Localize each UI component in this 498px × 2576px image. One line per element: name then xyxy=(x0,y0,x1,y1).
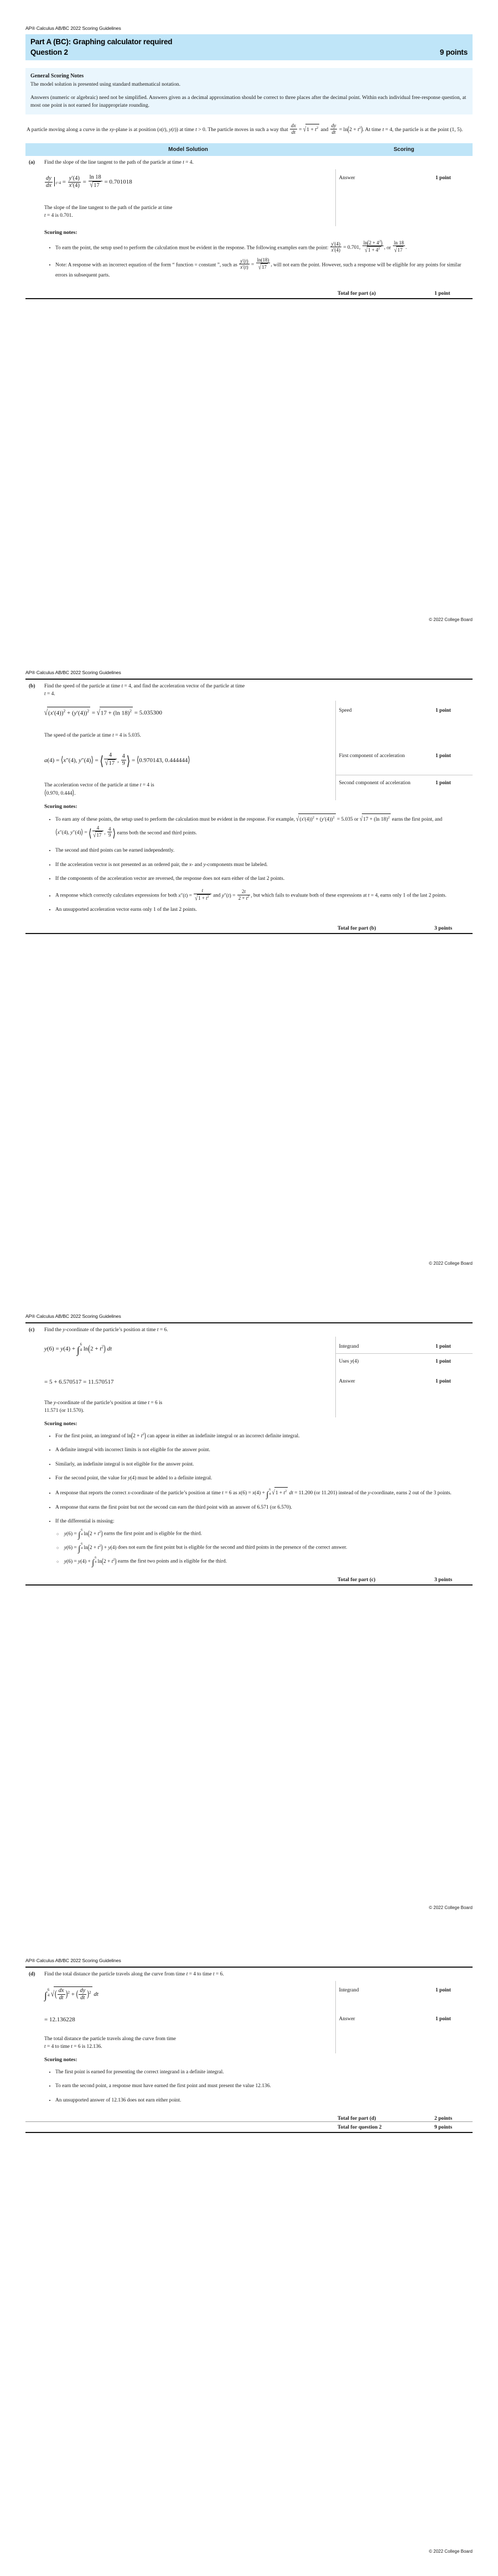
solution-text-pre: The total distance the particle travels along the curve from time xyxy=(44,2036,176,2042)
part-letter: (c) xyxy=(29,1327,35,1333)
scoring-note-item: • If the acceleration vector is not presented as an ordered pair, the x‑ and y‑components must be labeled. xyxy=(55,860,469,870)
points-label: 9 points xyxy=(439,48,468,56)
part-prompt-mid: to time xyxy=(195,1971,213,1977)
scoring-note-item: • If the differential is missing: ○ y(6) = ∫ 6 4 $\ln(2 + t^2)$ earns the first point and is eligible for the third. ○ y(6) = ∫ 6 4 $\ln(2 + t^2) + y(4)$ does not earn the first point but is eligible for the second and third points in the presence of the correct answer. ○ y(6) = y(4) + ∫ 6 4 $\ln(2 + t^2)$ earns the first two points and is eligible for the third. xyxy=(55,1516,469,1567)
page-footer: © 2022 College Board xyxy=(429,617,473,622)
title-band xyxy=(25,34,473,60)
scoring-label-uses-y4: Uses y(4) xyxy=(335,1354,432,1372)
scoring-note-item: • To earn the second point, a response must have earned the first point and must present the value 12.136. xyxy=(55,2081,469,2091)
running-head xyxy=(25,25,473,31)
running-head xyxy=(25,1313,473,1319)
part-total-d xyxy=(25,2115,473,2121)
part-prompt: Find the y-coordinate of the particle’s position at time t = 6. xyxy=(44,1327,168,1333)
total-label: Total for part (c) xyxy=(338,1576,376,1583)
scoring-notes-cell xyxy=(41,1417,473,1573)
part-prompt-pre: Find the xyxy=(44,1327,63,1333)
scoring-label-first-component: First component of acceleration xyxy=(335,745,432,775)
scoring-notes-row xyxy=(25,800,473,922)
general-scoring-notes xyxy=(25,68,473,114)
solution-math-2: = 12.136228 xyxy=(44,2016,75,2023)
solution-row xyxy=(25,1337,473,1354)
scoring-notes-heading: Scoring notes: xyxy=(44,1421,77,1427)
divider xyxy=(25,933,473,934)
scoring-label-cell: Answer xyxy=(335,169,432,201)
scoring-points-answer: 1 point xyxy=(435,1379,451,1385)
scoring-note-item: • An unsupported acceleration vector earns only 1 of the last 2 points. xyxy=(55,905,469,915)
solution-text-row xyxy=(25,201,473,226)
total-label: Total for part (d) xyxy=(338,2115,376,2122)
scoring-label-integrand: Integrand xyxy=(335,1981,432,2010)
scoring-points-cell: 1 point xyxy=(435,707,451,713)
scoring-subnote-item: ○ y(6) = y(4) + ∫ 6 4 $\ln(2 + t^2)$ earns the first two points and is eligible for the third. xyxy=(64,1556,469,1567)
part-total-c xyxy=(25,1577,473,1583)
scoring-note-item: • For the first point, an integrand of $\ln(2 + t^2)$ can appear in either an indefinite integral or an incorrect definite integral. xyxy=(55,1431,469,1441)
solution-row-2 xyxy=(25,1372,473,1417)
part-prompt-pre: Find the total distance the particle travels along the curve from time xyxy=(44,1971,186,1977)
part-prompt-mid: and find the acceleration vector of the particle at time xyxy=(132,683,245,689)
page-footer: © 2022 College Board xyxy=(429,2549,473,2554)
part-prompt-pre: Find the slope of the line tangent to the path of the particle at time xyxy=(44,159,183,165)
model-solution-cell-2: = 12.136228 The total distance the particle travels along the curve from time t = 4 to time t = 6 is 12.136. xyxy=(44,2016,176,2050)
part-letter: (b) xyxy=(29,683,35,689)
question-label: Question 2 xyxy=(30,48,68,56)
scoring-points-first-component: 1 point xyxy=(435,753,451,759)
model-solution-cell: $√(x'(4))^2 + (y'(4))^2 = √17 + (\ln$ 18)$^2$ = 5.035300 xyxy=(41,701,335,729)
part-prompt-pre: Find the speed of the particle at time xyxy=(44,683,122,689)
scoring-notes-row xyxy=(25,2053,473,2112)
scoring-note-item: • If the components of the acceleration vector are reversed, the response does not earn either of the last 2 points. xyxy=(55,874,469,884)
page-3 xyxy=(0,1288,498,1932)
scoring-label-integrand: Integrand xyxy=(335,1337,432,1354)
scoring-points-uses-y4: 1 point xyxy=(432,1354,473,1372)
table-header-spacer xyxy=(25,143,41,156)
part-letter: (d) xyxy=(29,1971,35,1977)
scoring-notes-heading: Scoring notes: xyxy=(44,230,77,236)
scoring-notes-row xyxy=(25,226,473,287)
scoring-label-second-component: Second component of acceleration xyxy=(335,775,432,800)
running-head-text: AP® Calculus AB/BC 2022 Scoring Guidelines xyxy=(25,25,121,31)
part-prompt-row xyxy=(25,1323,473,1337)
part-total-a xyxy=(25,290,473,296)
scoring-points-integrand: 1 point xyxy=(435,1344,451,1350)
page-footer: © 2022 College Board xyxy=(429,1261,473,1266)
running-head xyxy=(25,1958,473,1963)
running-head xyxy=(25,670,473,675)
solution-math-2: = 5 + 6.570517 = 11.570517 xyxy=(44,1379,114,1386)
scoring-notes-cell xyxy=(41,800,473,922)
solution-row xyxy=(25,701,473,729)
divider xyxy=(25,2121,473,2122)
running-head-text: AP® Calculus AB/BC 2022 Scoring Guidelines xyxy=(25,1957,121,1963)
total-label: Total for part (b) xyxy=(338,925,376,931)
solution-row xyxy=(25,169,473,201)
part-prompt: Find the total distance the particle travels along the curve from time t = 4 to time t = 6. xyxy=(44,1971,224,1977)
part-title: Part A (BC): Graphing calculator required xyxy=(30,38,173,46)
scoring-label-cell: Speed xyxy=(335,701,432,729)
question-total-label: Total for question 2 xyxy=(338,2124,382,2131)
model-solution-cell: y(6) = y(4) + ∫ 6 4 $\ln(2 + t^2)$ dt xyxy=(44,1343,112,1355)
scoring-table-b xyxy=(25,680,473,922)
part-prompt-row xyxy=(25,1968,473,1981)
scoring-notes-cell xyxy=(41,226,473,287)
scoring-table-c xyxy=(25,1323,473,1573)
divider xyxy=(25,1584,473,1586)
model-solution-cell-2: = 5 + 6.570517 = 11.570517 The y‑coordinate of the particle’s position at time t = 6 is 11.571 (or 11.570). xyxy=(44,1379,163,1414)
scoring-points-answer: 1 point xyxy=(435,2016,451,2022)
scoring-note-item: • To earn any of these points, the setup used to perform the calculation must be evident in the response. For example, $√(x'(4))^2 + (y'(4))^2 = 5.035$ or √17 + (ln 18)$^2$ earns the first point, and ⟨x″(4), y″(4)⟩ = ⟨ $\frac{4}{√17}$ , $\frac{4}{9}$ ⟩ earns both the second and third points. xyxy=(55,814,469,842)
solution-text-pre: The slope of the line tangent to the path of the particle at time xyxy=(44,205,173,211)
part-prompt-row xyxy=(25,156,473,169)
page-footer: © 2022 College Board xyxy=(429,1905,473,1910)
question-stem: A particle moving along a curve in the xy‑plane is at position (x(t), y(t)) at time t > 0. The particle moves in such a way that $\frac{dx}{dt}$ = $√1 + t^2$ and $\frac{dy}{dt}$ = $\ln(2 + t^2)$. At time t = 4, the particle is at the point (1, 5). xyxy=(27,123,463,135)
table-header-scoring: Scoring xyxy=(335,143,473,156)
total-value: 2 points xyxy=(434,2115,453,2122)
scoring-note-item: • A definite integral with incorrect limits is not eligible for the answer point. xyxy=(55,1445,469,1455)
divider xyxy=(25,2132,473,2133)
page-1 xyxy=(0,0,498,644)
total-value: 3 points xyxy=(434,1576,453,1583)
general-notes-heading: General Scoring Notes xyxy=(30,73,84,79)
table-header-model-solution: Model Solution xyxy=(41,143,335,156)
part-total-b xyxy=(25,925,473,931)
scoring-note-item: • Similarly, an indefinite integral is not eligible for the answer point. xyxy=(55,1459,469,1469)
scoring-notes-heading: Scoring notes: xyxy=(44,2057,77,2063)
general-notes-p2: Answers (numeric or algebraic) need not be simplified. Answers given as a decimal approximation should be correct to three places after the decimal point. Within each individual free-response question, at most one point is not earned for inappropriate rounding. xyxy=(30,95,466,109)
solution-row-2 xyxy=(25,2010,473,2054)
model-solution-cell-2: a(4) = ⟨x″(4), y″(4)⟩ = ⟨ $\frac{4}{√17}$ , $\frac{4}{9}$ ⟩ = ⟨0.970143, 0.444444⟩ The acceleration vector of the particle at time t = 4 is ⟨0.970, 0.444⟩. xyxy=(44,752,190,797)
running-head-text: AP® Calculus AB/BC 2022 Scoring Guidelines xyxy=(25,1313,121,1319)
scoring-notes-row xyxy=(25,1417,473,1573)
question-total xyxy=(25,2124,473,2130)
solution-text-row xyxy=(25,729,473,745)
part-prompt: Find the slope of the line tangent to the path of the particle at time t = 4. xyxy=(44,159,194,165)
part-prompt-row xyxy=(25,680,473,701)
model-solution-cell: $\frac{dy}{dx}$ t=4 = $\frac{y'(4)}{x'(4)}$ = $\frac{\ln 18}{√17}$ = 0.701018 xyxy=(46,174,132,190)
scoring-label-answer: Answer xyxy=(335,2010,432,2054)
page-4 xyxy=(0,1932,498,2576)
scoring-points-integrand: 1 point xyxy=(435,1987,451,1993)
total-label: Total for part (a) xyxy=(338,290,376,296)
solution-row-2 xyxy=(25,745,473,775)
divider xyxy=(25,298,473,299)
solution-row xyxy=(25,1981,473,2010)
scoring-note-item: • Note: A response with an incorrect equation of the form “ function = constant ”, such as $\frac{y'(t)}{x'(t)}$ = $\frac{\ln(18)}{√17}$ , will not earn the point. However, such a response will be eligible for any points for similar errors in subsequent parts. xyxy=(55,257,469,280)
scoring-note-item: • A response which correctly calculates expressions for both x″(t) = $\frac{t}{√1 + t^2}$ and y″(t) = $\frac{2t}{2 + t^2}$ , but which fails to evaluate both of these expressions at t = 4, earns only 1 of the last 2 points. xyxy=(55,888,469,901)
scoring-table-a xyxy=(25,143,473,287)
question-total-value: 9 points xyxy=(434,2124,453,2131)
general-notes-p1: The model solution is presented using standard mathematical notation. xyxy=(30,81,180,87)
scoring-note-item: • An unsupported answer of 12.136 does not earn either point. xyxy=(55,2095,469,2105)
scoring-notes-cell xyxy=(41,2053,473,2112)
scoring-note-item: • A response that earns the first point but not the second can earn the third point with an answer of 6.571 (or 6.570). xyxy=(55,1503,469,1513)
scoring-note-item: • A response that reports the correct x‑coordinate of the particle’s position at time t = 6 as x(6) = x(4) + ∫ 6 4 $√1 + t^2$ dt = 11.200 (or 11.201) instead of the y‑coordinate, earns 2 out of the 3 points. xyxy=(55,1487,469,1498)
model-solution-text: The speed of the particle at time t = 4 is 5.035. xyxy=(44,732,141,738)
scoring-note-item: • The second and third points can be earned independently. xyxy=(55,846,469,856)
scoring-notes-heading: Scoring notes: xyxy=(44,803,77,810)
total-value: 1 point xyxy=(434,290,450,296)
solution-text-pre: The speed of the particle at time xyxy=(44,732,113,738)
part-prompt: Find the speed of the particle at time t = 4, and find the acceleration vector of the particle at time t = 4. xyxy=(44,683,245,697)
scoring-subnote-item: ○ y(6) = ∫ 6 4 $\ln(2 + t^2)$ earns the first point and is eligible for the third. xyxy=(64,1529,469,1539)
scoring-subnote-item: ○ y(6) = ∫ 6 4 $\ln(2 + t^2) + y(4)$ does not earn the first point but is eligible for the second and third points in the presence of the correct answer. xyxy=(64,1542,469,1553)
scoring-points-cell: 1 point xyxy=(435,175,451,181)
scoring-note-item: • To earn the point, the setup used to perform the calculation must be evident in the response. The following examples earn the point: $\frac{y'(4)}{x'(4)}$ = 0.701, $\frac{\ln(2 + 4^2)}{√1 + 4^2}$ , or $\frac{\ln 18}{√17}$ . xyxy=(55,240,469,253)
scoring-points-second-component: 1 point xyxy=(432,775,473,800)
model-solution-cell: ∫ 6 4 √( $\frac{dx}{dt}$ )$^2$ + ( $\frac{dy}{dt}$ )$^2$ dt xyxy=(44,1987,98,2001)
model-solution-text: The slope of the line tangent to the path of the particle at time t = 4 is 0.701. xyxy=(44,205,173,218)
page-2 xyxy=(0,644,498,1289)
scoring-note-item: • For the second point, the value for y(4) must be added to a definite integral. xyxy=(55,1473,469,1483)
scoring-table-d xyxy=(25,1968,473,2113)
total-value: 3 points xyxy=(434,925,453,931)
scoring-note-item: • The first point is earned for presenting the correct integrand in a definite integral. xyxy=(55,2067,469,2077)
solution-text-pre-2: The acceleration vector of the particle at time xyxy=(44,783,140,789)
part-letter: (a) xyxy=(29,159,35,165)
running-head-text: AP® Calculus AB/BC 2022 Scoring Guidelines xyxy=(25,669,121,675)
scoring-label-answer: Answer xyxy=(335,1372,432,1417)
